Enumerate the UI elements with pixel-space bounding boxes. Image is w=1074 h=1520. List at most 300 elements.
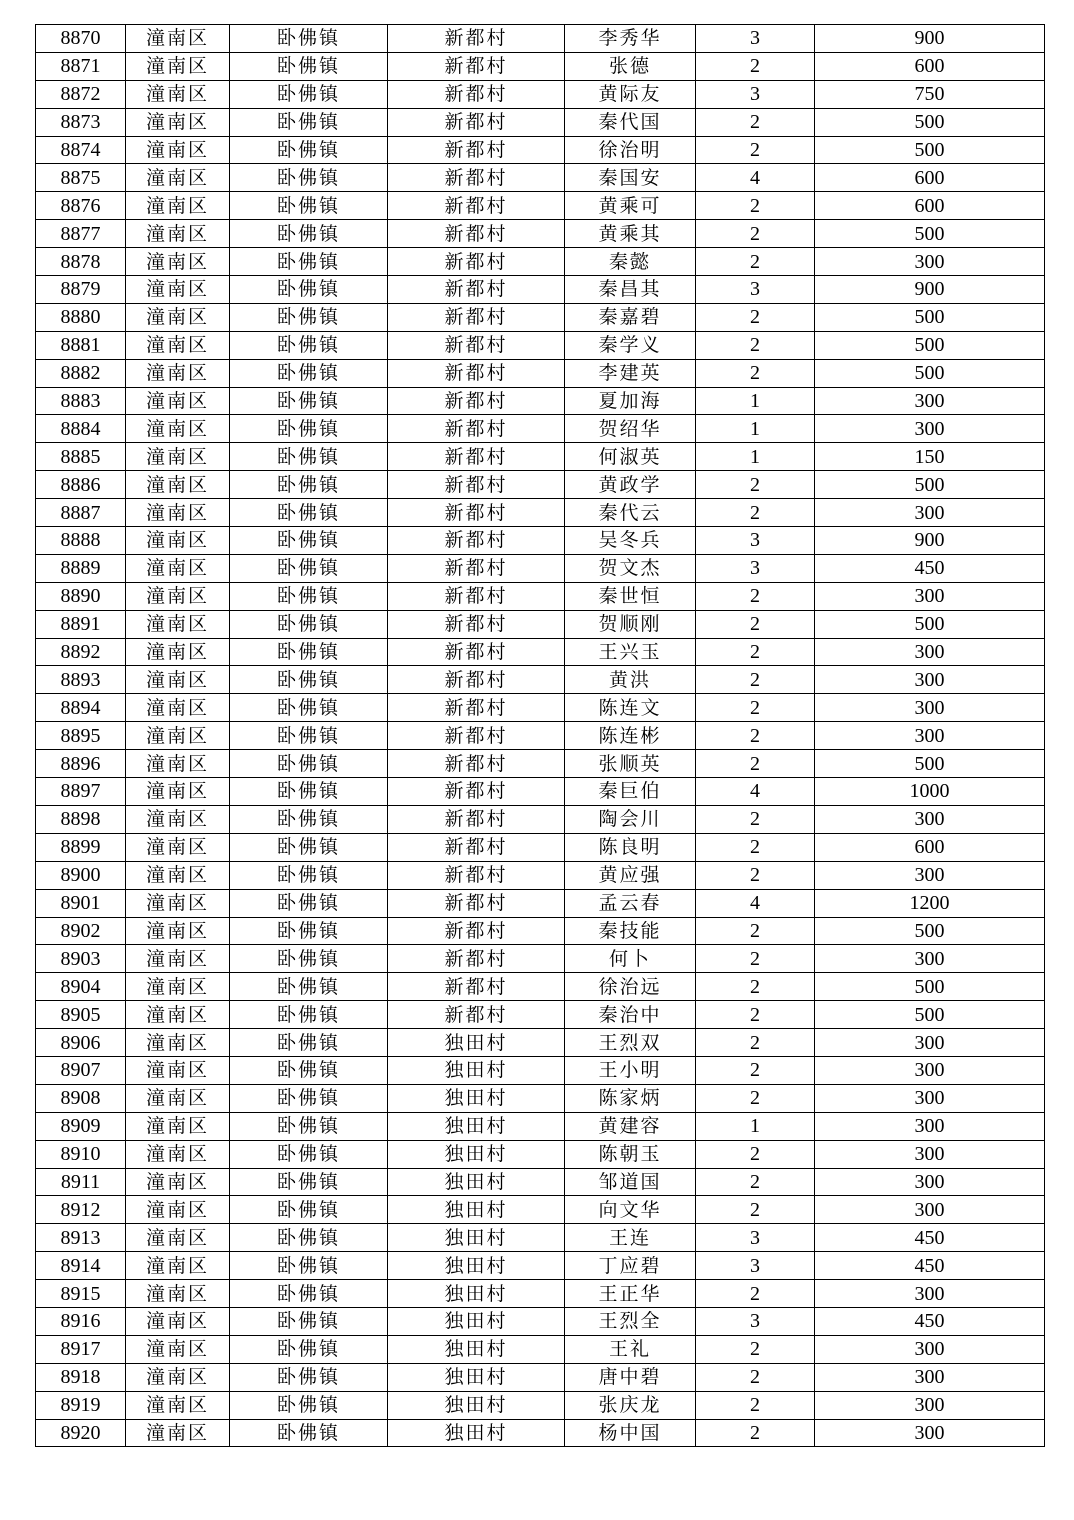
household-size-cell: 4 <box>696 889 815 917</box>
row-number-cell: 8896 <box>36 750 126 778</box>
row-number-cell: 8878 <box>36 248 126 276</box>
household-size-cell: 2 <box>696 331 815 359</box>
district-cell: 潼南区 <box>126 1196 230 1224</box>
name-cell: 向文华 <box>565 1196 696 1224</box>
town-cell: 卧佛镇 <box>230 1001 388 1029</box>
household-size-cell: 2 <box>696 861 815 889</box>
amount-cell: 1000 <box>815 778 1045 806</box>
town-cell: 卧佛镇 <box>230 554 388 582</box>
row-number-cell: 8903 <box>36 945 126 973</box>
town-cell: 卧佛镇 <box>230 973 388 1001</box>
town-cell: 卧佛镇 <box>230 248 388 276</box>
row-number-cell: 8894 <box>36 694 126 722</box>
household-size-cell: 2 <box>696 1363 815 1391</box>
town-cell: 卧佛镇 <box>230 1112 388 1140</box>
name-cell: 王连 <box>565 1224 696 1252</box>
table-row <box>36 387 1045 415</box>
table-row <box>36 722 1045 750</box>
village-cell: 新都村 <box>388 248 565 276</box>
amount-cell: 300 <box>815 805 1045 833</box>
household-size-cell: 2 <box>696 1391 815 1419</box>
document-page <box>35 24 1044 1447</box>
amount-cell: 600 <box>815 833 1045 861</box>
amount-cell: 500 <box>815 471 1045 499</box>
household-size-cell: 2 <box>696 1056 815 1084</box>
table-row <box>36 136 1045 164</box>
village-cell: 独田村 <box>388 1280 565 1308</box>
village-cell: 新都村 <box>388 805 565 833</box>
town-cell: 卧佛镇 <box>230 303 388 331</box>
town-cell: 卧佛镇 <box>230 778 388 806</box>
table-row <box>36 833 1045 861</box>
town-cell: 卧佛镇 <box>230 1084 388 1112</box>
name-cell: 唐中碧 <box>565 1363 696 1391</box>
household-size-cell: 1 <box>696 1112 815 1140</box>
table-row <box>36 1335 1045 1363</box>
town-cell: 卧佛镇 <box>230 666 388 694</box>
village-cell: 新都村 <box>388 499 565 527</box>
town-cell: 卧佛镇 <box>230 861 388 889</box>
town-cell: 卧佛镇 <box>230 52 388 80</box>
table-row <box>36 248 1045 276</box>
district-cell: 潼南区 <box>126 1391 230 1419</box>
row-number-cell: 8885 <box>36 443 126 471</box>
district-cell: 潼南区 <box>126 303 230 331</box>
town-cell: 卧佛镇 <box>230 917 388 945</box>
amount-cell: 300 <box>815 1419 1045 1447</box>
amount-cell: 600 <box>815 52 1045 80</box>
village-cell: 新都村 <box>388 136 565 164</box>
district-cell: 潼南区 <box>126 582 230 610</box>
row-number-cell: 8874 <box>36 136 126 164</box>
table-row <box>36 303 1045 331</box>
village-cell: 新都村 <box>388 610 565 638</box>
row-number-cell: 8902 <box>36 917 126 945</box>
village-cell: 独田村 <box>388 1168 565 1196</box>
row-number-cell: 8884 <box>36 415 126 443</box>
town-cell: 卧佛镇 <box>230 889 388 917</box>
village-cell: 独田村 <box>388 1112 565 1140</box>
name-cell: 秦懿 <box>565 248 696 276</box>
name-cell: 黄应强 <box>565 861 696 889</box>
amount-cell: 500 <box>815 331 1045 359</box>
amount-cell: 450 <box>815 1224 1045 1252</box>
amount-cell: 500 <box>815 108 1045 136</box>
name-cell: 秦代国 <box>565 108 696 136</box>
table-row <box>36 164 1045 192</box>
name-cell: 黄际友 <box>565 80 696 108</box>
row-number-cell: 8907 <box>36 1056 126 1084</box>
name-cell: 李建英 <box>565 359 696 387</box>
village-cell: 新都村 <box>388 220 565 248</box>
household-size-cell: 1 <box>696 443 815 471</box>
village-cell: 独田村 <box>388 1224 565 1252</box>
name-cell: 黄洪 <box>565 666 696 694</box>
town-cell: 卧佛镇 <box>230 833 388 861</box>
household-size-cell: 2 <box>696 303 815 331</box>
town-cell: 卧佛镇 <box>230 945 388 973</box>
table-row <box>36 80 1045 108</box>
table-row <box>36 582 1045 610</box>
table-row <box>36 1196 1045 1224</box>
town-cell: 卧佛镇 <box>230 1252 388 1280</box>
district-cell: 潼南区 <box>126 52 230 80</box>
name-cell: 陈连文 <box>565 694 696 722</box>
name-cell: 杨中国 <box>565 1419 696 1447</box>
district-cell: 潼南区 <box>126 694 230 722</box>
household-size-cell: 3 <box>696 80 815 108</box>
town-cell: 卧佛镇 <box>230 220 388 248</box>
town-cell: 卧佛镇 <box>230 331 388 359</box>
row-number-cell: 8873 <box>36 108 126 136</box>
table-row <box>36 945 1045 973</box>
village-cell: 独田村 <box>388 1084 565 1112</box>
town-cell: 卧佛镇 <box>230 387 388 415</box>
table-row <box>36 1001 1045 1029</box>
district-cell: 潼南区 <box>126 108 230 136</box>
town-cell: 卧佛镇 <box>230 1363 388 1391</box>
district-cell: 潼南区 <box>126 1280 230 1308</box>
district-cell: 潼南区 <box>126 1168 230 1196</box>
name-cell: 贺文杰 <box>565 554 696 582</box>
village-cell: 新都村 <box>388 164 565 192</box>
district-cell: 潼南区 <box>126 1084 230 1112</box>
village-cell: 独田村 <box>388 1419 565 1447</box>
name-cell: 陈良明 <box>565 833 696 861</box>
amount-cell: 300 <box>815 1056 1045 1084</box>
town-cell: 卧佛镇 <box>230 610 388 638</box>
amount-cell: 450 <box>815 554 1045 582</box>
table-row <box>36 527 1045 555</box>
district-cell: 潼南区 <box>126 917 230 945</box>
town-cell: 卧佛镇 <box>230 415 388 443</box>
name-cell: 李秀华 <box>565 25 696 53</box>
household-size-cell: 2 <box>696 359 815 387</box>
household-size-cell: 2 <box>696 582 815 610</box>
district-cell: 潼南区 <box>126 861 230 889</box>
amount-cell: 300 <box>815 861 1045 889</box>
household-size-cell: 2 <box>696 805 815 833</box>
table-row <box>36 1140 1045 1168</box>
village-cell: 独田村 <box>388 1363 565 1391</box>
name-cell: 王正华 <box>565 1280 696 1308</box>
district-cell: 潼南区 <box>126 499 230 527</box>
table-row <box>36 666 1045 694</box>
name-cell: 徐治远 <box>565 973 696 1001</box>
table-row <box>36 694 1045 722</box>
district-cell: 潼南区 <box>126 136 230 164</box>
amount-cell: 500 <box>815 750 1045 778</box>
amount-cell: 300 <box>815 1391 1045 1419</box>
village-cell: 新都村 <box>388 861 565 889</box>
table-row <box>36 554 1045 582</box>
village-cell: 独田村 <box>388 1252 565 1280</box>
town-cell: 卧佛镇 <box>230 1168 388 1196</box>
town-cell: 卧佛镇 <box>230 108 388 136</box>
town-cell: 卧佛镇 <box>230 750 388 778</box>
district-cell: 潼南区 <box>126 220 230 248</box>
table-row <box>36 471 1045 499</box>
amount-cell: 450 <box>815 1252 1045 1280</box>
household-size-cell: 2 <box>696 220 815 248</box>
household-size-cell: 2 <box>696 833 815 861</box>
district-cell: 潼南区 <box>126 192 230 220</box>
village-cell: 新都村 <box>388 303 565 331</box>
table-row <box>36 192 1045 220</box>
town-cell: 卧佛镇 <box>230 582 388 610</box>
row-number-cell: 8913 <box>36 1224 126 1252</box>
name-cell: 何淑英 <box>565 443 696 471</box>
district-cell: 潼南区 <box>126 1419 230 1447</box>
district-cell: 潼南区 <box>126 666 230 694</box>
town-cell: 卧佛镇 <box>230 80 388 108</box>
district-cell: 潼南区 <box>126 1112 230 1140</box>
table-row <box>36 331 1045 359</box>
amount-cell: 300 <box>815 1084 1045 1112</box>
row-number-cell: 8901 <box>36 889 126 917</box>
district-cell: 潼南区 <box>126 331 230 359</box>
row-number-cell: 8887 <box>36 499 126 527</box>
amount-cell: 900 <box>815 25 1045 53</box>
row-number-cell: 8875 <box>36 164 126 192</box>
row-number-cell: 8906 <box>36 1029 126 1057</box>
table-row <box>36 359 1045 387</box>
table-row <box>36 1419 1045 1447</box>
district-cell: 潼南区 <box>126 638 230 666</box>
district-cell: 潼南区 <box>126 554 230 582</box>
table-row <box>36 889 1045 917</box>
amount-cell: 300 <box>815 666 1045 694</box>
row-number-cell: 8895 <box>36 722 126 750</box>
household-size-cell: 2 <box>696 1168 815 1196</box>
name-cell: 黄政学 <box>565 471 696 499</box>
amount-cell: 300 <box>815 1196 1045 1224</box>
amount-cell: 150 <box>815 443 1045 471</box>
village-cell: 新都村 <box>388 638 565 666</box>
amount-cell: 300 <box>815 1112 1045 1140</box>
town-cell: 卧佛镇 <box>230 1335 388 1363</box>
row-number-cell: 8889 <box>36 554 126 582</box>
district-cell: 潼南区 <box>126 889 230 917</box>
amount-cell: 300 <box>815 1280 1045 1308</box>
table-row <box>36 276 1045 304</box>
name-cell: 秦学义 <box>565 331 696 359</box>
household-size-cell: 2 <box>696 722 815 750</box>
row-number-cell: 8916 <box>36 1307 126 1335</box>
town-cell: 卧佛镇 <box>230 1307 388 1335</box>
village-cell: 独田村 <box>388 1029 565 1057</box>
row-number-cell: 8908 <box>36 1084 126 1112</box>
household-size-cell: 3 <box>696 25 815 53</box>
district-cell: 潼南区 <box>126 359 230 387</box>
name-cell: 秦治中 <box>565 1001 696 1029</box>
village-cell: 新都村 <box>388 694 565 722</box>
village-cell: 新都村 <box>388 192 565 220</box>
household-size-cell: 2 <box>696 136 815 164</box>
row-number-cell: 8876 <box>36 192 126 220</box>
name-cell: 丁应碧 <box>565 1252 696 1280</box>
village-cell: 新都村 <box>388 973 565 1001</box>
row-number-cell: 8877 <box>36 220 126 248</box>
amount-cell: 900 <box>815 527 1045 555</box>
household-size-cell: 2 <box>696 1084 815 1112</box>
town-cell: 卧佛镇 <box>230 25 388 53</box>
household-size-cell: 3 <box>696 276 815 304</box>
name-cell: 秦技能 <box>565 917 696 945</box>
household-size-cell: 2 <box>696 750 815 778</box>
village-cell: 新都村 <box>388 52 565 80</box>
table-row <box>36 415 1045 443</box>
table-row <box>36 1252 1045 1280</box>
village-cell: 新都村 <box>388 108 565 136</box>
district-cell: 潼南区 <box>126 80 230 108</box>
row-number-cell: 8899 <box>36 833 126 861</box>
amount-cell: 750 <box>815 80 1045 108</box>
household-size-cell: 3 <box>696 527 815 555</box>
household-size-cell: 3 <box>696 1307 815 1335</box>
household-size-cell: 2 <box>696 1196 815 1224</box>
district-cell: 潼南区 <box>126 276 230 304</box>
district-cell: 潼南区 <box>126 1363 230 1391</box>
village-cell: 新都村 <box>388 527 565 555</box>
district-cell: 潼南区 <box>126 443 230 471</box>
town-cell: 卧佛镇 <box>230 1391 388 1419</box>
table-row <box>36 499 1045 527</box>
row-number-cell: 8870 <box>36 25 126 53</box>
row-number-cell: 8914 <box>36 1252 126 1280</box>
village-cell: 新都村 <box>388 471 565 499</box>
town-cell: 卧佛镇 <box>230 1280 388 1308</box>
name-cell: 陈家炳 <box>565 1084 696 1112</box>
row-number-cell: 8915 <box>36 1280 126 1308</box>
row-number-cell: 8919 <box>36 1391 126 1419</box>
amount-cell: 500 <box>815 359 1045 387</box>
amount-cell: 300 <box>815 722 1045 750</box>
name-cell: 王兴玉 <box>565 638 696 666</box>
village-cell: 新都村 <box>388 387 565 415</box>
table-row <box>36 973 1045 1001</box>
village-cell: 独田村 <box>388 1335 565 1363</box>
town-cell: 卧佛镇 <box>230 192 388 220</box>
table-row <box>36 917 1045 945</box>
name-cell: 贺顺刚 <box>565 610 696 638</box>
amount-cell: 600 <box>815 164 1045 192</box>
town-cell: 卧佛镇 <box>230 1140 388 1168</box>
district-cell: 潼南区 <box>126 415 230 443</box>
table-row <box>36 1168 1045 1196</box>
row-number-cell: 8886 <box>36 471 126 499</box>
district-cell: 潼南区 <box>126 750 230 778</box>
name-cell: 夏加海 <box>565 387 696 415</box>
village-cell: 独田村 <box>388 1196 565 1224</box>
amount-cell: 300 <box>815 1363 1045 1391</box>
village-cell: 独田村 <box>388 1391 565 1419</box>
name-cell: 陈朝玉 <box>565 1140 696 1168</box>
village-cell: 新都村 <box>388 25 565 53</box>
household-size-cell: 1 <box>696 387 815 415</box>
district-cell: 潼南区 <box>126 1252 230 1280</box>
household-size-cell: 3 <box>696 554 815 582</box>
row-number-cell: 8917 <box>36 1335 126 1363</box>
village-cell: 独田村 <box>388 1307 565 1335</box>
row-number-cell: 8891 <box>36 610 126 638</box>
household-size-cell: 4 <box>696 778 815 806</box>
amount-cell: 600 <box>815 192 1045 220</box>
household-size-cell: 4 <box>696 164 815 192</box>
name-cell: 秦世恒 <box>565 582 696 610</box>
village-cell: 新都村 <box>388 750 565 778</box>
household-size-cell: 2 <box>696 638 815 666</box>
amount-cell: 500 <box>815 917 1045 945</box>
row-number-cell: 8890 <box>36 582 126 610</box>
row-number-cell: 8888 <box>36 527 126 555</box>
household-size-cell: 3 <box>696 1252 815 1280</box>
amount-cell: 300 <box>815 582 1045 610</box>
household-size-cell: 2 <box>696 1029 815 1057</box>
amount-cell: 300 <box>815 1335 1045 1363</box>
village-cell: 新都村 <box>388 582 565 610</box>
household-size-cell: 2 <box>696 666 815 694</box>
town-cell: 卧佛镇 <box>230 499 388 527</box>
amount-cell: 900 <box>815 276 1045 304</box>
amount-cell: 300 <box>815 694 1045 722</box>
table-row <box>36 1307 1045 1335</box>
table-row <box>36 25 1045 53</box>
name-cell: 王烈双 <box>565 1029 696 1057</box>
village-cell: 新都村 <box>388 917 565 945</box>
village-cell: 新都村 <box>388 554 565 582</box>
village-cell: 新都村 <box>388 1001 565 1029</box>
name-cell: 秦巨伯 <box>565 778 696 806</box>
town-cell: 卧佛镇 <box>230 471 388 499</box>
village-cell: 新都村 <box>388 80 565 108</box>
row-number-cell: 8918 <box>36 1363 126 1391</box>
town-cell: 卧佛镇 <box>230 1419 388 1447</box>
amount-cell: 300 <box>815 1168 1045 1196</box>
district-cell: 潼南区 <box>126 387 230 415</box>
district-cell: 潼南区 <box>126 1029 230 1057</box>
village-cell: 新都村 <box>388 276 565 304</box>
row-number-cell: 8897 <box>36 778 126 806</box>
district-cell: 潼南区 <box>126 471 230 499</box>
household-size-cell: 2 <box>696 1140 815 1168</box>
village-cell: 独田村 <box>388 1056 565 1084</box>
row-number-cell: 8900 <box>36 861 126 889</box>
amount-cell: 500 <box>815 303 1045 331</box>
village-cell: 新都村 <box>388 359 565 387</box>
village-cell: 新都村 <box>388 722 565 750</box>
village-cell: 新都村 <box>388 833 565 861</box>
district-cell: 潼南区 <box>126 722 230 750</box>
household-size-cell: 1 <box>696 415 815 443</box>
household-size-cell: 2 <box>696 248 815 276</box>
town-cell: 卧佛镇 <box>230 1056 388 1084</box>
name-cell: 秦国安 <box>565 164 696 192</box>
household-size-cell: 2 <box>696 108 815 136</box>
town-cell: 卧佛镇 <box>230 722 388 750</box>
table-row <box>36 1391 1045 1419</box>
town-cell: 卧佛镇 <box>230 443 388 471</box>
table-row <box>36 638 1045 666</box>
table-row <box>36 220 1045 248</box>
row-number-cell: 8892 <box>36 638 126 666</box>
name-cell: 黄建容 <box>565 1112 696 1140</box>
table-body <box>36 25 1045 1447</box>
table-row <box>36 750 1045 778</box>
town-cell: 卧佛镇 <box>230 527 388 555</box>
household-size-cell: 2 <box>696 192 815 220</box>
name-cell: 张顺英 <box>565 750 696 778</box>
